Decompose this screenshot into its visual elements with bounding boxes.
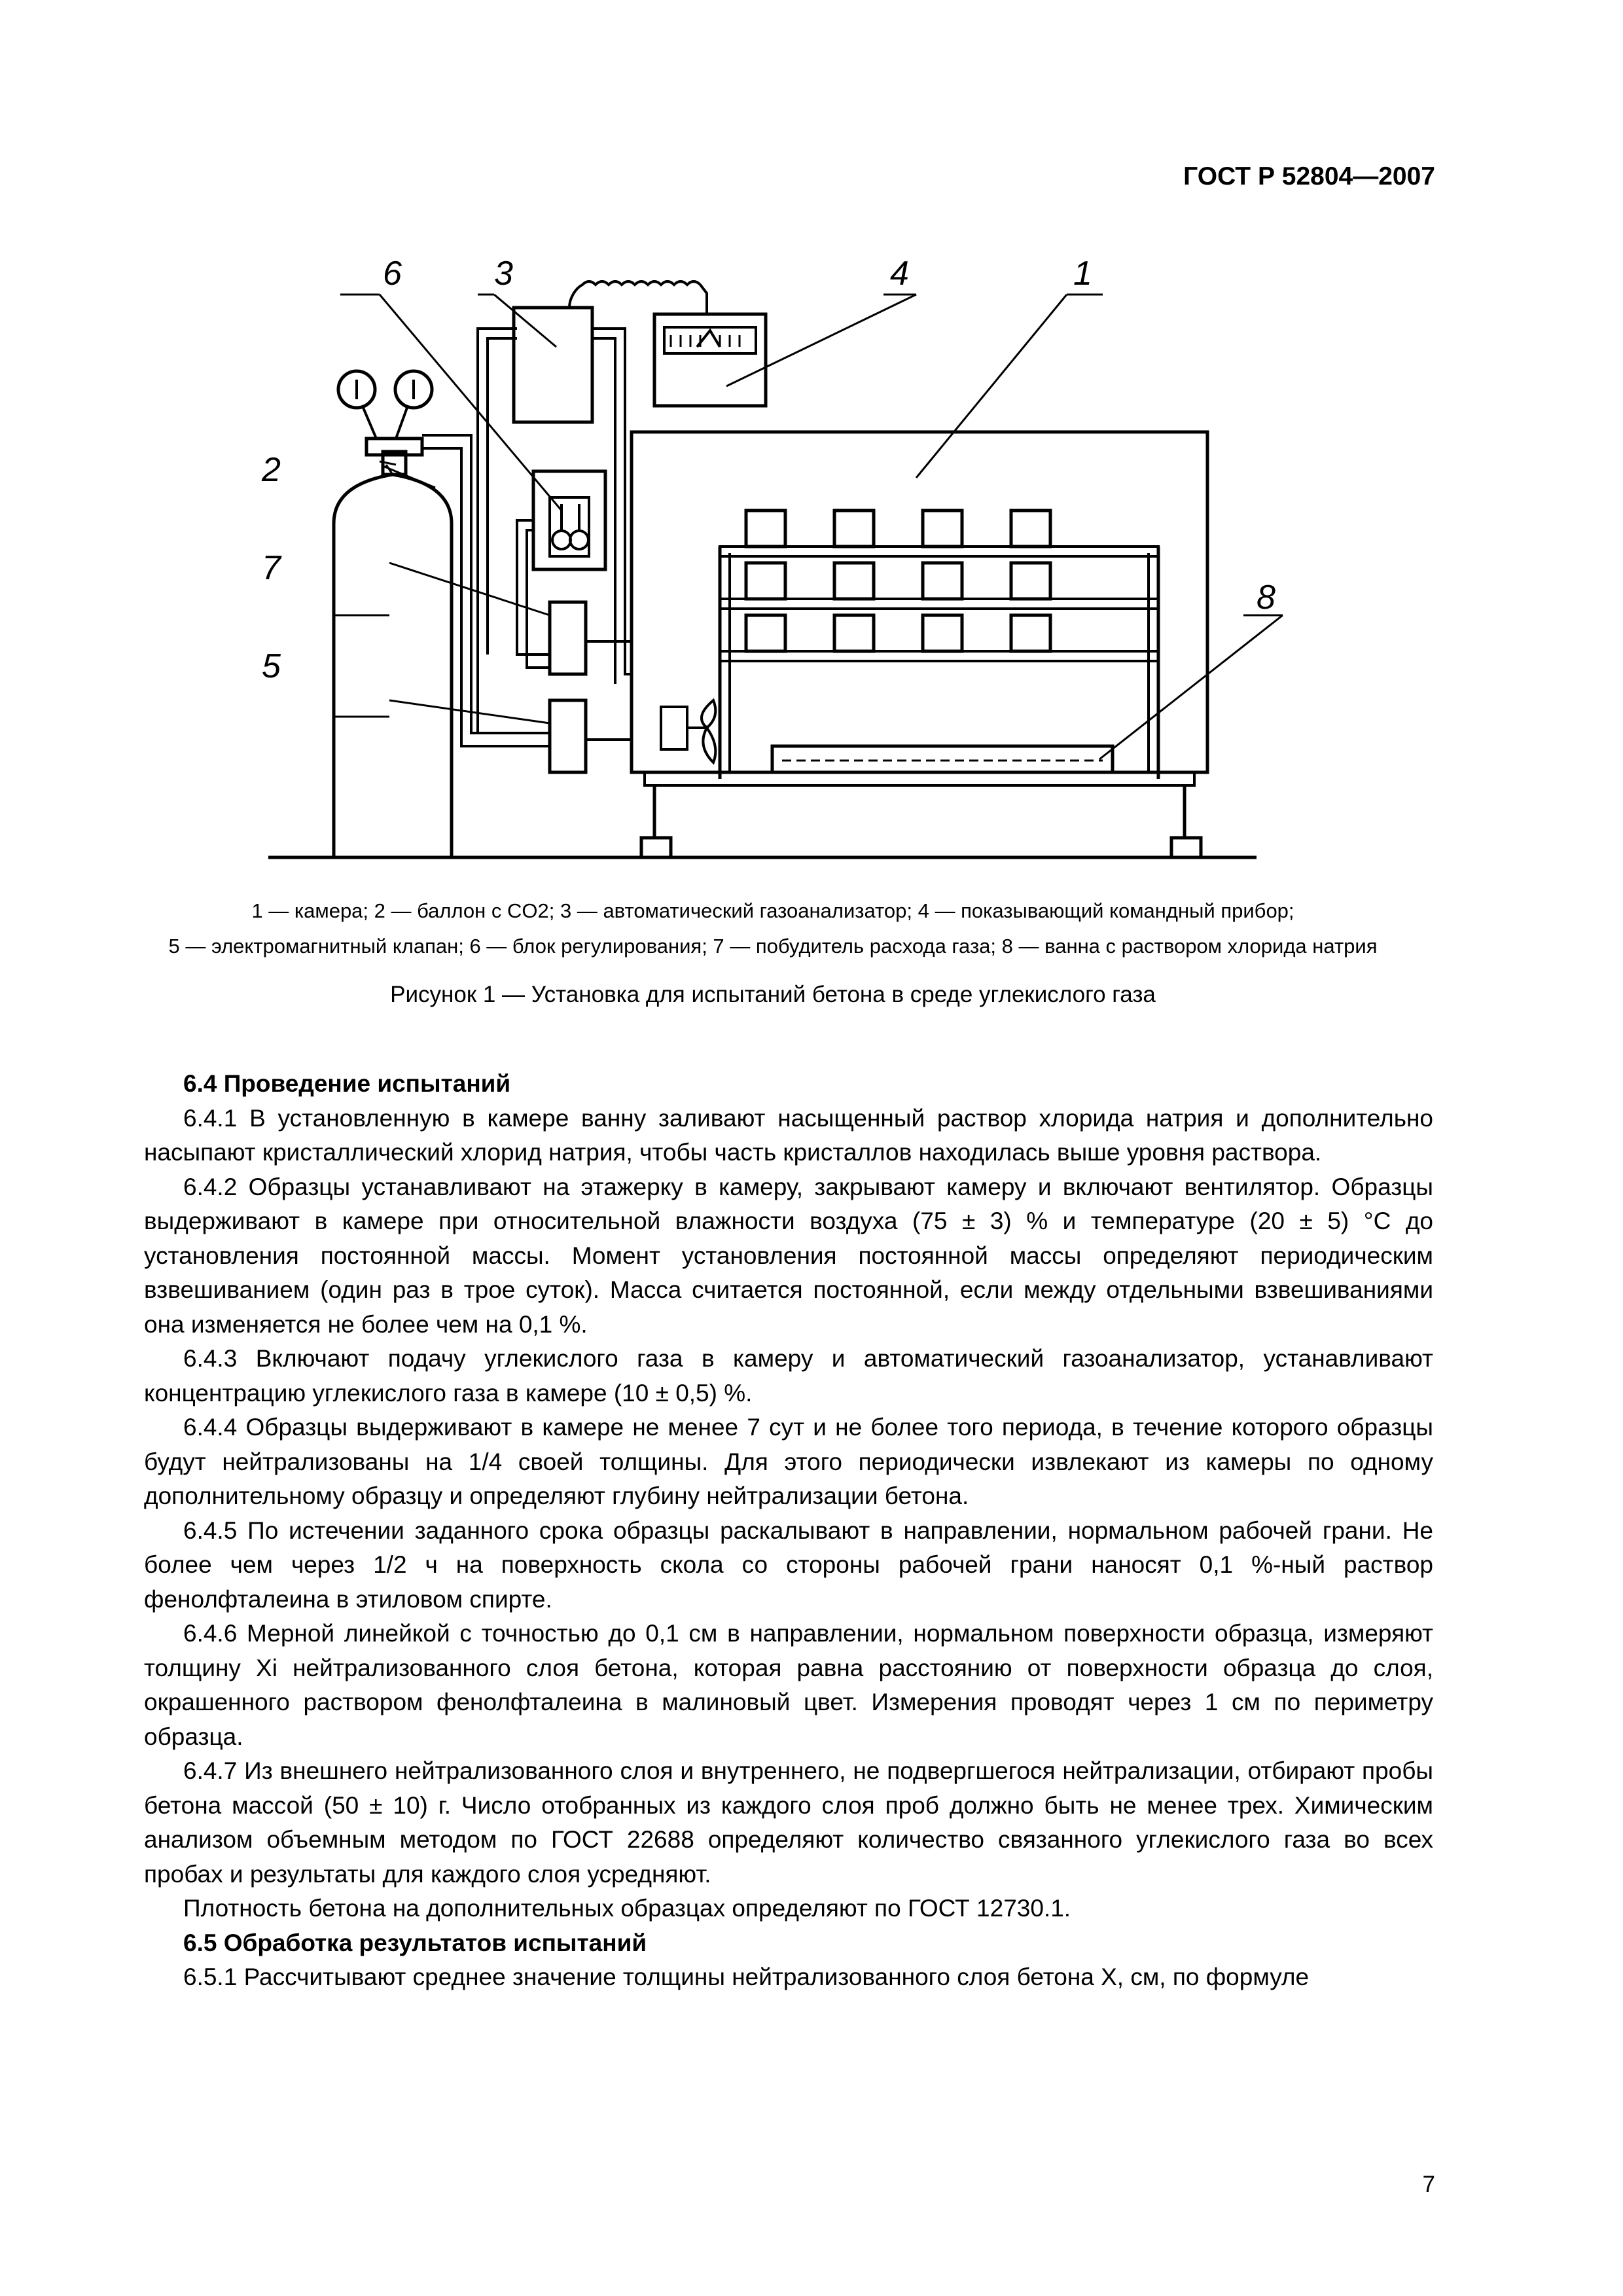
apparatus-diagram — [262, 223, 1275, 877]
paragraph-6-4-5: 6.4.5 По истечении заданного срока образцы раскалывают в направлении, нормальном рабочей грани. Не более чем через 1/2 ч на поверхность скола со стороны рабочей грани наносят 0,1 %-ный раствор фенолфталеина в этиловом спирте. — [144, 1516, 1433, 1613]
section-heading-6-4: 6.4 Проведение испытаний — [183, 1070, 511, 1097]
paragraph-6-4-1: 6.4.1 В установленную в камере ванну заливают насыщенный раствор хлорида натрия и дополнительно насыпают кристаллический хлорид натрия, чтобы часть кристаллов находилась выше уровня раствора. — [144, 1104, 1433, 1166]
figure-caption: Рисунок 1 — Установка для испытаний бетона в среде углекислого газа — [390, 982, 1156, 1007]
paragraph-density: Плотность бетона на дополнительных образцах определяют по ГОСТ 12730.1. — [183, 1895, 1071, 1922]
paragraph-6-4-4: 6.4.4 Образцы выдерживают в камере не менее 7 сут и не более того периода, в течение которого образцы будут нейтрализованы на 1/4 своей толщины. Для этого периодически извлекают из камеры по одному дополнительному образцу и определяют глубину нейтрализации бетона. — [144, 1414, 1433, 1509]
body-text — [144, 1067, 1433, 1995]
legend-line-1: 1 — камера; 2 — баллон с CO2; 3 — автоматический газоанализатор; 4 — показывающий командный прибор; — [251, 899, 1294, 922]
figure-label-6: 6 — [383, 255, 402, 293]
paragraph-6-5-1: 6.5.1 Рассчитывают среднее значение толщины нейтрализованного слоя бетона X, см, по формуле — [183, 1964, 1310, 1990]
paragraph-6-4-7: 6.4.7 Из внешнего нейтрализованного слоя и внутреннего, не подвергшегося нейтрализации, отбирают пробы бетона массой (50 ± 10) г. Число отобранных из каждого слоя проб должно быть не менее трех. Химическим анализом объемным методом по ГОСТ 22688 определяют количество связанного углекислого газа во всех пробах и результаты для каждого слоя усредняют. — [144, 1757, 1433, 1888]
gas-analyzer — [514, 308, 592, 422]
section-heading-6-5: 6.5 Обработка результатов испытаний — [183, 1929, 647, 1956]
paragraph-6-4-6: 6.4.6 Мерной линейкой с точностью до 0,1 см в направлении, нормальном поверхности образца, измеряют толщину Xi нейтрализованного слоя бетона, которая равна расстоянию от поверхности образца до слоя, окрашенного раствором фенолфталеина в малиновый цвет. Измерения проводят через 1 см по периметру образца. — [144, 1620, 1433, 1750]
figure-label-2: 2 — [262, 451, 281, 489]
solenoid-valve — [550, 700, 586, 772]
control-unit — [533, 471, 605, 569]
figure-label-4: 4 — [890, 255, 909, 293]
test-apparatus-figure — [262, 223, 1275, 877]
paragraph-6-4-2: 6.4.2 Образцы устанавливают на этажерку в камеру, закрывают камеру и включают вентилятор. Образцы выдерживают в камере при относительной влажности воздуха (75 ± 3) % и температуре (20 ± 5) °С до установления постоянной массы. Момент установления постоянной массы определяют периодическим взвешиванием (один раз в трое суток). Масса считается постоянной, если между отдельными взвешиваниями она изменяется не более чем на 0,1 %. — [144, 1173, 1433, 1338]
figure-label-8: 8 — [1257, 579, 1275, 617]
flow-inducer — [550, 602, 586, 674]
chamber — [632, 432, 1207, 772]
figure-label-7: 7 — [262, 549, 281, 587]
figure-label-5: 5 — [262, 647, 281, 685]
page-number: 7 — [1422, 2172, 1435, 2197]
legend-line-2: 5 — электромагнитный клапан; 6 — блок регулирования; 7 — побудитель расхода газа; 8 — ванна с раствором хлорида натрия — [168, 935, 1378, 958]
document-code: ГОСТ Р 52804—2007 — [1183, 162, 1435, 190]
co2-cylinder — [334, 475, 452, 857]
figure-label-1: 1 — [1073, 255, 1092, 293]
figure-label-3: 3 — [494, 255, 513, 293]
paragraph-6-4-3: 6.4.3 Включают подачу углекислого газа в камеру и автоматический газоанализатор, устанавливают концентрацию углекислого газа в камере (10 ± 0,5) %. — [144, 1345, 1433, 1407]
figure-legend — [111, 893, 1435, 964]
salt-bath — [772, 746, 1113, 772]
